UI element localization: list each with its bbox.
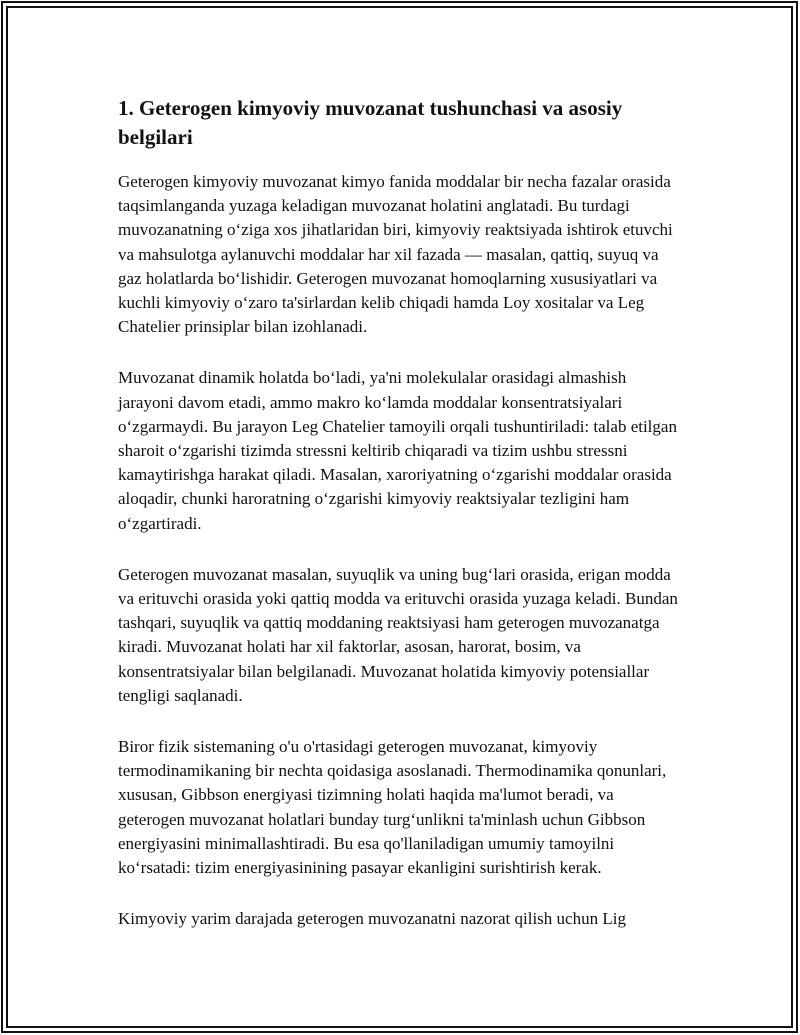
paragraph-1: Geterogen kimyoviy muvozanat kimyo fanida moddalar bir necha fazalar orasida taqsimlanganda yuzaga keladigan muvozanat holatini anglatadi. Bu turdagi muvozanatning o‘ziga xos jihatlaridan biri, kimyoviy reaktsiyada ishtirok etuvchi va mahsulotga aylanuvchi moddalar har xil fazada — masalan, qattiq, suyuq va gaz holatlarda bo‘lishidir. Geterogen muvozanat homoqlarning xususiyatlari va kuchli kimyoviy o‘zaro ta'sirlardan kelib chiqadi hamda Loy xositalar va Leg Chatelier prinsiplar bilan izohlanadi.: [118, 172, 673, 337]
paragraph-5: Kimyoviy yarim darajada geterogen muvozanatni nazorat qilish uchun Lig: [118, 909, 626, 929]
paragraph-4: Biror fizik sistemaning o'u o'rtasidagi geterogen muvozanat, kimyoviy termodinamikaning bir nechta qoidasiga asoslanadi. Thermodinamika qonunlari, xususan, Gibbson energiyasi tizimning holati haqida ma'lumot beradi, va geterogen muvozanat holatlari bunday turg‘unlikni ta'minlash uchun Gibbson energiyasini minimallashtiradi. Bu esa qo'llaniladigan umumiy tamoyilni ko‘rsatadi: tizim energiyasinining pasayar ekanligini surishtirish kerak.: [118, 737, 667, 878]
paragraph-3: Geterogen muvozanat masalan, suyuqlik va uning bug‘lari orasida, erigan modda va erituvchi orasida yoki qattiq modda va erituvchi orasida yuzaga keladi. Bundan tashqari, suyuqlik va qattiq moddaning reaktsiyasi ham geterogen muvozanatga kiradi. Muvozanat holati har xil faktorlar, asosan, harorat, bosim, va konsentratsiyalar bilan belgilanadi. Muvozanat holatida kimyoviy potensiallar tengligi saqlanadi.: [118, 564, 678, 705]
document-content: [118, 94, 678, 958]
paragraph-2: Muvozanat dinamik holatda bo‘ladi, ya'ni molekulalar orasidagi almashish jarayoni davom etadi, ammo makro ko‘lamda moddalar konsentratsiyalari o‘zgarmaydi. Bu jarayon Leg Chatelier tamoyili orqali tushuntiriladi: talab etilgan sharoit o‘zgarishi tizimda stressni keltirib chiqaradi va tizim ushbu stressni kamaytirishga harakat qiladi. Masalan, xaroriyatning o‘zgarishi moddalar orasida aloqadir, chunki haroratning o‘zgarishi kimyoviy reaktsiyalar tezligini ham o‘zgartiradi.: [118, 368, 677, 533]
section-heading: 1. Geterogen kimyoviy muvozanat tushunchasi va asosiy belgilari: [118, 96, 623, 149]
